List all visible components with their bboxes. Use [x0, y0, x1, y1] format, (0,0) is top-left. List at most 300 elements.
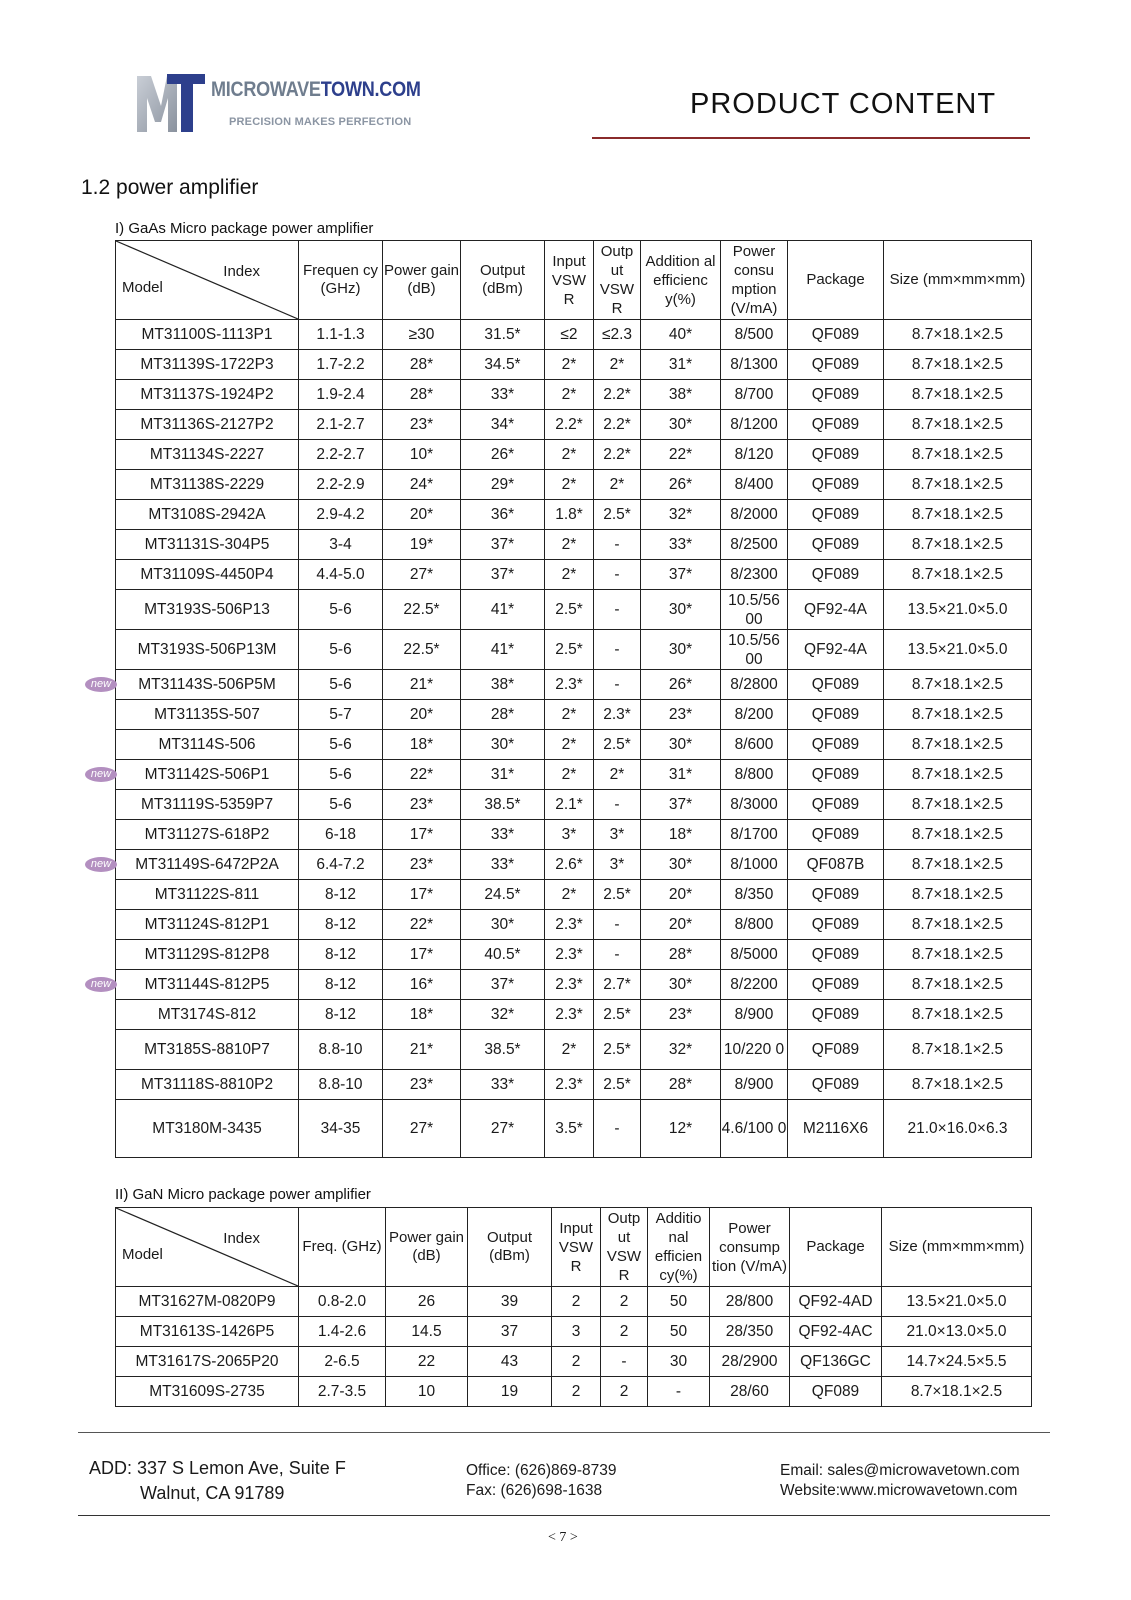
cell-gain: 23*	[383, 410, 461, 440]
cell-in-vswr: 2.3*	[545, 1070, 594, 1100]
cell-power: 8/200	[721, 700, 788, 730]
cell-eff: 30*	[641, 410, 721, 440]
cell-size: 21.0×16.0×6.3	[884, 1100, 1032, 1158]
footer-divider-top	[78, 1432, 1050, 1433]
cell-in-vswr: 2*	[545, 380, 594, 410]
cell-power: 8/1000	[721, 850, 788, 880]
cell-output: 28*	[461, 700, 545, 730]
cell-in-vswr: 2*	[545, 880, 594, 910]
cell-freq: 5-6	[299, 760, 383, 790]
cell-size: 8.7×18.1×2.5	[884, 530, 1032, 560]
cell-gain: 22.5*	[383, 630, 461, 670]
cell-gain: 21*	[383, 670, 461, 700]
cell-pkg: QF089	[788, 440, 884, 470]
cell-pkg: QF92-4A	[788, 590, 884, 630]
cell-out-vswr: 2	[601, 1377, 648, 1407]
cell-power: 8/600	[721, 730, 788, 760]
cell-pkg: QF089	[788, 1030, 884, 1070]
cell-power: 10/220 0	[721, 1030, 788, 1070]
cell-size: 8.7×18.1×2.5	[884, 880, 1032, 910]
cell-model: MT31119S-5359P7	[116, 790, 299, 820]
footer-address-line1: ADD: 337 S Lemon Ave, Suite F	[89, 1458, 346, 1478]
cell-output: 41*	[461, 590, 545, 630]
cell-eff: 37*	[641, 790, 721, 820]
table-row	[116, 1287, 1032, 1317]
corner-index-label: Index	[223, 263, 260, 280]
cell-freq: 1.9-2.4	[299, 380, 383, 410]
cell-in-vswr: 2*	[545, 530, 594, 560]
cell-gain: 17*	[383, 820, 461, 850]
cell-in-vswr: 2*	[545, 470, 594, 500]
gan-amplifier-table	[115, 1207, 1032, 1407]
col-header: Addition al efficienc y(%)	[641, 241, 721, 320]
cell-size: 8.7×18.1×2.5	[884, 1030, 1032, 1070]
cell-out-vswr: 2*	[594, 350, 641, 380]
cell-model: MT31118S-8810P2	[116, 1070, 299, 1100]
cell-pkg: QF089	[788, 350, 884, 380]
cell-eff: 38*	[641, 380, 721, 410]
cell-size: 13.5×21.0×5.0	[882, 1287, 1032, 1317]
cell-output: 38.5*	[461, 790, 545, 820]
cell-output: 31*	[461, 760, 545, 790]
cell-model: MT3108S-2942A	[116, 500, 299, 530]
cell-out-vswr: 2.5*	[594, 500, 641, 530]
cell-power: 8/2200	[721, 970, 788, 1000]
cell-in-vswr: 2.1*	[545, 790, 594, 820]
cell-out-vswr: 2	[601, 1287, 648, 1317]
cell-gain: 23*	[383, 1070, 461, 1100]
cell-size: 8.7×18.1×2.5	[884, 670, 1032, 700]
cell-in-vswr: 2*	[545, 760, 594, 790]
cell-out-vswr: 2.5*	[594, 1030, 641, 1070]
cell-output: 27*	[461, 1100, 545, 1158]
cell-pkg: QF089	[788, 910, 884, 940]
cell-out-vswr: 2.5*	[594, 730, 641, 760]
company-logo	[137, 72, 427, 138]
cell-gain: 22*	[383, 760, 461, 790]
cell-in-vswr: 2	[552, 1347, 601, 1377]
table-row	[116, 1317, 1032, 1347]
corner-model-label: Model	[122, 1246, 163, 1263]
cell-in-vswr: 2	[552, 1287, 601, 1317]
cell-pkg: QF089	[788, 1070, 884, 1100]
section-heading: 1.2 power amplifier	[81, 176, 259, 199]
cell-freq: 5-6	[299, 730, 383, 760]
cell-freq: 2.7-3.5	[299, 1377, 386, 1407]
cell-power: 8/800	[721, 760, 788, 790]
cell-eff: 31*	[641, 350, 721, 380]
col-header: Outp ut VSW R	[601, 1208, 648, 1287]
table-row	[116, 440, 1032, 470]
cell-output: 32*	[461, 1000, 545, 1030]
cell-output: 33*	[461, 1070, 545, 1100]
cell-model: MT3193S-506P13M	[116, 630, 299, 670]
cell-size: 8.7×18.1×2.5	[884, 1000, 1032, 1030]
cell-freq: 6.4-7.2	[299, 850, 383, 880]
cell-eff: 12*	[641, 1100, 721, 1158]
cell-power: 8/120	[721, 440, 788, 470]
table-row	[116, 630, 1032, 670]
cell-eff: 28*	[641, 1070, 721, 1100]
cell-freq: 5-6	[299, 590, 383, 630]
cell-freq: 4.4-5.0	[299, 560, 383, 590]
cell-pkg: QF089	[788, 820, 884, 850]
col-header: Package	[790, 1208, 882, 1287]
page-title: PRODUCT CONTENT	[690, 88, 997, 120]
cell-size: 8.7×18.1×2.5	[884, 970, 1032, 1000]
cell-pkg: QF92-4A	[788, 630, 884, 670]
cell-in-vswr: 2.2*	[545, 410, 594, 440]
cell-out-vswr: ≤2.3	[594, 320, 641, 350]
gaas-amplifier-table	[115, 240, 1032, 1158]
cell-power: 8/700	[721, 380, 788, 410]
table-row	[116, 1030, 1032, 1070]
cell-size: 8.7×18.1×2.5	[884, 1070, 1032, 1100]
cell-model: MT31131S-304P5	[116, 530, 299, 560]
cell-out-vswr: 2.2*	[594, 380, 641, 410]
cell-freq: 1.7-2.2	[299, 350, 383, 380]
cell-model: MT3180M-3435	[116, 1100, 299, 1158]
cell-size: 8.7×18.1×2.5	[884, 350, 1032, 380]
cell-freq: 2.2-2.7	[299, 440, 383, 470]
corner-model-label: Model	[122, 279, 163, 296]
new-badge-icon: new	[85, 767, 117, 782]
cell-power: 8/350	[721, 880, 788, 910]
cell-model: MT31122S-811	[116, 880, 299, 910]
cell-in-vswr: 2.3*	[545, 1000, 594, 1030]
cell-output: 19	[468, 1377, 552, 1407]
cell-size: 8.7×18.1×2.5	[884, 380, 1032, 410]
cell-eff: 32*	[641, 500, 721, 530]
cell-gain: 28*	[383, 380, 461, 410]
cell-eff: 23*	[641, 700, 721, 730]
cell-in-vswr: 2*	[545, 730, 594, 760]
cell-pkg: QF089	[788, 670, 884, 700]
cell-size: 8.7×18.1×2.5	[884, 760, 1032, 790]
cell-eff: 20*	[641, 880, 721, 910]
cell-gain: 17*	[383, 880, 461, 910]
corner-index-label: Index	[223, 1230, 260, 1247]
cell-pkg: QF089	[788, 500, 884, 530]
table-row	[116, 1100, 1032, 1158]
cell-size: 8.7×18.1×2.5	[884, 700, 1032, 730]
cell-eff: 40*	[641, 320, 721, 350]
logo-wordmark: MICROWAVETOWN.COM	[211, 78, 421, 101]
table-row	[116, 350, 1032, 380]
cell-gain: 19*	[383, 530, 461, 560]
cell-model: MT31143S-506P5M	[116, 670, 299, 700]
cell-out-vswr: -	[594, 560, 641, 590]
cell-pkg: QF92-4AD	[790, 1287, 882, 1317]
cell-gain: 28*	[383, 350, 461, 380]
cell-output: 34*	[461, 410, 545, 440]
cell-gain: 20*	[383, 700, 461, 730]
cell-output: 37*	[461, 560, 545, 590]
cell-output: 38*	[461, 670, 545, 700]
cell-out-vswr: 2.5*	[594, 880, 641, 910]
table1-caption: I) GaAs Micro package power amplifier	[115, 220, 374, 237]
cell-in-vswr: 2*	[545, 700, 594, 730]
cell-model: MT31144S-812P5	[116, 970, 299, 1000]
cell-in-vswr: 2.6*	[545, 850, 594, 880]
cell-freq: 8-12	[299, 910, 383, 940]
new-badge-icon: new	[85, 677, 117, 692]
cell-eff: 30	[648, 1347, 710, 1377]
cell-in-vswr: 2.3*	[545, 670, 594, 700]
cell-pkg: QF089	[788, 730, 884, 760]
cell-pkg: QF089	[788, 470, 884, 500]
cell-in-vswr: 3.5*	[545, 1100, 594, 1158]
cell-pkg: QF089	[788, 790, 884, 820]
cell-output: 33*	[461, 820, 545, 850]
cell-model: MT31135S-507	[116, 700, 299, 730]
cell-model: MT31129S-812P8	[116, 940, 299, 970]
col-header: Additio nal efficien cy(%)	[648, 1208, 710, 1287]
cell-model: MT31124S-812P1	[116, 910, 299, 940]
cell-out-vswr: 2*	[594, 470, 641, 500]
cell-out-vswr: -	[594, 940, 641, 970]
cell-power: 8/2000	[721, 500, 788, 530]
cell-out-vswr: 2.2*	[594, 440, 641, 470]
cell-pkg: M2116X6	[788, 1100, 884, 1158]
col-header: Power consump tion (V/mA)	[710, 1208, 790, 1287]
col-header: Freq. (GHz)	[299, 1208, 386, 1287]
cell-in-vswr: 2.5*	[545, 590, 594, 630]
cell-out-vswr: 2	[601, 1317, 648, 1347]
cell-pkg: QF089	[788, 560, 884, 590]
cell-power: 8/2800	[721, 670, 788, 700]
cell-gain: 22	[386, 1347, 468, 1377]
cell-in-vswr: 2*	[545, 350, 594, 380]
cell-freq: 5-6	[299, 790, 383, 820]
cell-gain: 23*	[383, 790, 461, 820]
cell-in-vswr: 2.5*	[545, 630, 594, 670]
cell-freq: 34-35	[299, 1100, 383, 1158]
cell-eff: 30*	[641, 630, 721, 670]
cell-output: 33*	[461, 380, 545, 410]
col-header: Power gain (dB)	[386, 1208, 468, 1287]
cell-freq: 5-6	[299, 630, 383, 670]
cell-out-vswr: -	[594, 670, 641, 700]
cell-out-vswr: 2.5*	[594, 1070, 641, 1100]
footer-website: Website:www.microwavetown.com	[780, 1482, 1018, 1499]
cell-size: 8.7×18.1×2.5	[884, 940, 1032, 970]
table-row	[116, 700, 1032, 730]
col-header: Output (dBm)	[468, 1208, 552, 1287]
cell-pkg: QF089	[790, 1377, 882, 1407]
table-row	[116, 590, 1032, 630]
cell-model: MT31138S-2229	[116, 470, 299, 500]
cell-pkg: QF136GC	[790, 1347, 882, 1377]
cell-eff: 18*	[641, 820, 721, 850]
cell-model: MT31100S-1113P1	[116, 320, 299, 350]
cell-out-vswr: 3*	[594, 850, 641, 880]
cell-eff: 31*	[641, 760, 721, 790]
cell-output: 31.5*	[461, 320, 545, 350]
cell-model: MT3185S-8810P7	[116, 1030, 299, 1070]
cell-freq: 8-12	[299, 1000, 383, 1030]
cell-freq: 1.1-1.3	[299, 320, 383, 350]
cell-gain: 27*	[383, 560, 461, 590]
cell-power: 8/400	[721, 470, 788, 500]
cell-out-vswr: -	[594, 1100, 641, 1158]
cell-power: 8/900	[721, 1000, 788, 1030]
cell-freq: 1.4-2.6	[299, 1317, 386, 1347]
cell-power: 10.5/56 00	[721, 590, 788, 630]
cell-gain: 22.5*	[383, 590, 461, 630]
table-row	[116, 760, 1032, 790]
header-divider	[592, 137, 1030, 139]
cell-eff: 33*	[641, 530, 721, 560]
cell-output: 41*	[461, 630, 545, 670]
cell-model: MT3193S-506P13	[116, 590, 299, 630]
cell-output: 37*	[461, 530, 545, 560]
table-row	[116, 410, 1032, 440]
cell-pkg: QF089	[788, 320, 884, 350]
cell-output: 39	[468, 1287, 552, 1317]
cell-out-vswr: 2.3*	[594, 700, 641, 730]
cell-size: 8.7×18.1×2.5	[882, 1377, 1032, 1407]
cell-eff: 30*	[641, 730, 721, 760]
cell-size: 8.7×18.1×2.5	[884, 470, 1032, 500]
cell-eff: 37*	[641, 560, 721, 590]
cell-gain: 17*	[383, 940, 461, 970]
page-number: < 7 >	[548, 1530, 578, 1545]
table-row	[116, 970, 1032, 1000]
cell-out-vswr: -	[594, 790, 641, 820]
cell-model: MT31613S-1426P5	[116, 1317, 299, 1347]
cell-power: 8/900	[721, 1070, 788, 1100]
cell-pkg: QF089	[788, 760, 884, 790]
cell-size: 14.7×24.5×5.5	[882, 1347, 1032, 1377]
cell-freq: 8-12	[299, 940, 383, 970]
cell-in-vswr: 1.8*	[545, 500, 594, 530]
cell-power: 8/5000	[721, 940, 788, 970]
col-header: Power gain (dB)	[383, 241, 461, 320]
table-row	[116, 1000, 1032, 1030]
cell-power: 8/1700	[721, 820, 788, 850]
cell-gain: 23*	[383, 850, 461, 880]
cell-size: 8.7×18.1×2.5	[884, 410, 1032, 440]
cell-eff: 22*	[641, 440, 721, 470]
table-header-row	[116, 1208, 1032, 1287]
cell-eff: 50	[648, 1317, 710, 1347]
cell-pkg: QF089	[788, 1000, 884, 1030]
cell-output: 30*	[461, 730, 545, 760]
cell-power: 28/2900	[710, 1347, 790, 1377]
cell-freq: 6-18	[299, 820, 383, 850]
footer-address-line2: Walnut, CA 91789	[140, 1483, 285, 1503]
footer-office-phone: Office: (626)869-8739	[466, 1462, 617, 1479]
logo-tagline: PRECISION MAKES PERFECTION	[229, 116, 412, 128]
cell-freq: 2.9-4.2	[299, 500, 383, 530]
cell-in-vswr: 2*	[545, 440, 594, 470]
cell-out-vswr: 3*	[594, 820, 641, 850]
cell-gain: 26	[386, 1287, 468, 1317]
cell-freq: 2.2-2.9	[299, 470, 383, 500]
cell-out-vswr: -	[594, 630, 641, 670]
cell-model: MT31142S-506P1	[116, 760, 299, 790]
cell-size: 8.7×18.1×2.5	[884, 850, 1032, 880]
cell-gain: 18*	[383, 1000, 461, 1030]
cell-model: MT31136S-2127P2	[116, 410, 299, 440]
cell-gain: 10	[386, 1377, 468, 1407]
table-row	[116, 880, 1032, 910]
table-row	[116, 1377, 1032, 1407]
col-header: Size (mm×mm×mm)	[882, 1208, 1032, 1287]
cell-power: 10.5/56 00	[721, 630, 788, 670]
cell-gain: 27*	[383, 1100, 461, 1158]
table-row	[116, 850, 1032, 880]
cell-output: 26*	[461, 440, 545, 470]
cell-model: MT3174S-812	[116, 1000, 299, 1030]
col-header: Input VSW R	[545, 241, 594, 320]
cell-pkg: QF089	[788, 940, 884, 970]
cell-output: 36*	[461, 500, 545, 530]
cell-size: 8.7×18.1×2.5	[884, 320, 1032, 350]
cell-power: 28/800	[710, 1287, 790, 1317]
cell-output: 29*	[461, 470, 545, 500]
table-header-row	[116, 241, 1032, 320]
col-header: Frequen cy (GHz)	[299, 241, 383, 320]
cell-power: 8/3000	[721, 790, 788, 820]
cell-output: 33*	[461, 850, 545, 880]
footer-fax: Fax: (626)698-1638	[466, 1482, 603, 1499]
table-row	[116, 820, 1032, 850]
cell-pkg: QF089	[788, 880, 884, 910]
cell-output: 37	[468, 1317, 552, 1347]
cell-in-vswr: 2	[552, 1377, 601, 1407]
new-badge-icon: new	[85, 857, 117, 872]
cell-freq: 8.8-10	[299, 1070, 383, 1100]
cell-eff: 28*	[641, 940, 721, 970]
cell-size: 8.7×18.1×2.5	[884, 440, 1032, 470]
table-row	[116, 320, 1032, 350]
cell-size: 8.7×18.1×2.5	[884, 560, 1032, 590]
cell-freq: 8-12	[299, 880, 383, 910]
col-header: Power consu mption (V/mA)	[721, 241, 788, 320]
footer-divider	[78, 1515, 1050, 1516]
cell-size: 21.0×13.0×5.0	[882, 1317, 1032, 1347]
cell-size: 13.5×21.0×5.0	[884, 630, 1032, 670]
cell-eff: 30*	[641, 970, 721, 1000]
cell-power: 8/2300	[721, 560, 788, 590]
cell-model: MT31127S-618P2	[116, 820, 299, 850]
cell-power: 28/60	[710, 1377, 790, 1407]
table-row	[116, 940, 1032, 970]
cell-in-vswr: ≤2	[545, 320, 594, 350]
cell-output: 30*	[461, 910, 545, 940]
cell-power: 8/2500	[721, 530, 788, 560]
cell-model: MT31627M-0820P9	[116, 1287, 299, 1317]
cell-in-vswr: 2.3*	[545, 910, 594, 940]
table-row	[116, 380, 1032, 410]
col-header: Outp ut VSW R	[594, 241, 641, 320]
cell-freq: 8-12	[299, 970, 383, 1000]
cell-eff: -	[648, 1377, 710, 1407]
cell-eff: 32*	[641, 1030, 721, 1070]
cell-eff: 50	[648, 1287, 710, 1317]
cell-pkg: QF089	[788, 700, 884, 730]
cell-gain: 21*	[383, 1030, 461, 1070]
cell-pkg: QF089	[788, 970, 884, 1000]
corner-cell	[116, 241, 299, 320]
table2-caption: II) GaN Micro package power amplifier	[115, 1186, 371, 1203]
cell-pkg: QF087B	[788, 850, 884, 880]
cell-pkg: QF089	[788, 380, 884, 410]
cell-size: 8.7×18.1×2.5	[884, 910, 1032, 940]
cell-size: 8.7×18.1×2.5	[884, 820, 1032, 850]
